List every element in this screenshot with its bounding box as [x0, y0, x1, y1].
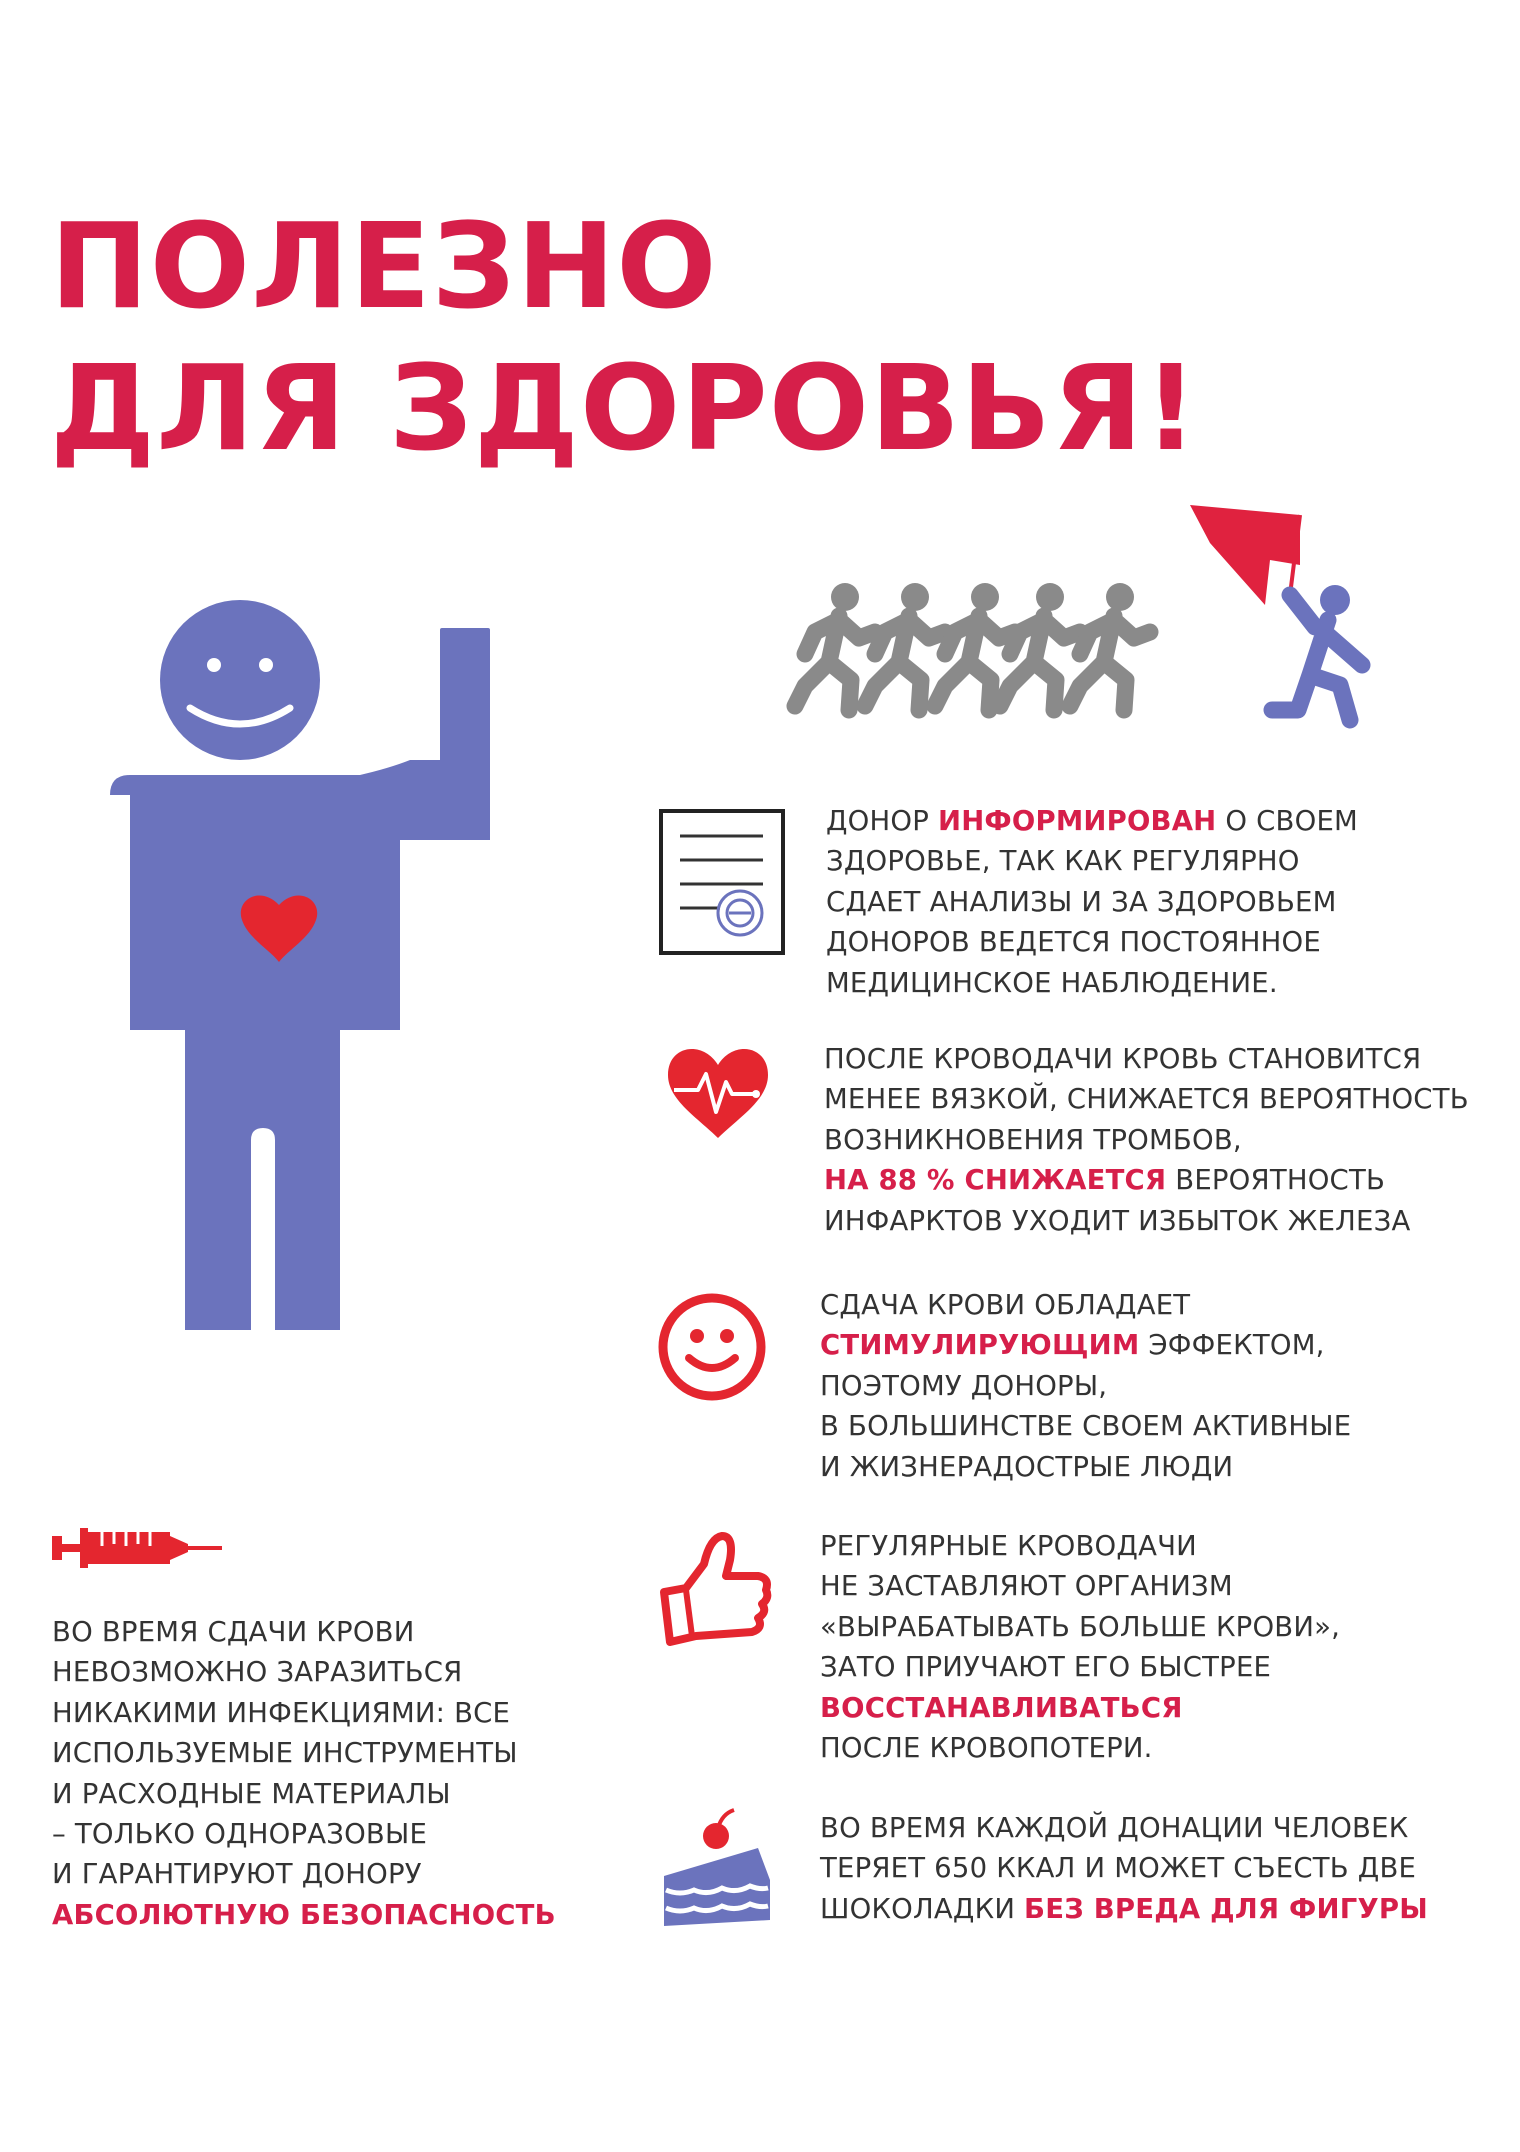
- fact-line: ПОЭТОМУ ДОНОРЫ,: [820, 1369, 1108, 1402]
- highlight-text: ВОССТАНАВЛИВАТЬСЯ: [820, 1691, 1183, 1724]
- fact-line: – ТОЛЬКО ОДНОРАЗОВЫЕ: [52, 1818, 428, 1851]
- fact-line: ДОНОР ИНФОРМИРОВАН О СВОЕМ: [826, 805, 1358, 837]
- fact-line: И ГАРАНТИРУЮТ ДОНОРУ: [52, 1858, 422, 1891]
- fact-line: СДАЕТ АНАЛИЗЫ И ЗА ЗДОРОВЬЕМ: [826, 885, 1337, 918]
- highlight-text: АБСОЛЮТНУЮ БЕЗОПАСНОСТЬ: [52, 1898, 556, 1931]
- fact-line: СТИМУЛИРУЮЩИМ ЭФФЕКТОМ,: [820, 1329, 1325, 1362]
- fact-line: МЕДИЦИНСКОЕ НАБЛЮДЕНИЕ.: [826, 966, 1278, 999]
- fact-line: ЗАТО ПРИУЧАЮТ ЕГО БЫСТРЕЕ: [820, 1651, 1272, 1684]
- fact-line: ПОСЛЕ КРОВОДАЧИ КРОВЬ СТАНОВИТСЯ: [824, 1043, 1422, 1075]
- fact-safety: [52, 1612, 556, 1935]
- fact-line: ВО ВРЕМЯ КАЖДОЙ ДОНАЦИИ ЧЕЛОВЕК: [820, 1812, 1409, 1844]
- fact-line: НЕ ЗАСТАВЛЯЮТ ОРГАНИЗМ: [820, 1570, 1233, 1603]
- fact-blood-viscosity: [824, 1039, 1469, 1241]
- title-line-2: ДЛЯ ЗДОРОВЬЯ!: [50, 339, 1199, 477]
- fact-line: [52, 1895, 556, 1935]
- title-line-1: ПОЛЕЗНО: [50, 197, 718, 335]
- heart-pulse-icon: [668, 1040, 768, 1140]
- fact-line: РЕГУЛЯРНЫЕ КРОВОДАЧИ: [820, 1530, 1197, 1562]
- fact-line: «ВЫРАБАТЫВАТЬ БОЛЬШЕ КРОВИ»,: [820, 1610, 1341, 1643]
- fact-line: ЗДОРОВЬЕ, ТАК КАК РЕГУЛЯРНО: [826, 845, 1300, 878]
- highlight-text: СТИМУЛИРУЮЩИМ: [820, 1329, 1140, 1362]
- fact-line: И РАСХОДНЫЕ МАТЕРИАЛЫ: [52, 1777, 451, 1810]
- fact-informed: [826, 801, 1358, 1003]
- fact-line: ПОСЛЕ КРОВОПОТЕРИ.: [820, 1732, 1153, 1765]
- fact-line: ИСПОЛЬЗУЕМЫЕ ИНСТРУМЕНТЫ: [52, 1737, 518, 1770]
- smiley-icon: [657, 1292, 767, 1402]
- fact-calories: [820, 1808, 1428, 1929]
- fact-line: ИНФАРКТОВ УХОДИТ ИЗБЫТОК ЖЕЛЕЗА: [824, 1204, 1411, 1237]
- fact-stimulating: [820, 1285, 1351, 1487]
- person-with-flag-icon: [1190, 505, 1385, 730]
- fact-line: НИКАКИМИ ИНФЕКЦИЯМИ: ВСЕ: [52, 1696, 511, 1729]
- syringe-icon: [52, 1522, 222, 1574]
- cake-slice-icon: [660, 1808, 778, 1933]
- smiling-person-with-heart-icon: [70, 600, 500, 1330]
- fact-line: НЕВОЗМОЖНО ЗАРАЗИТЬСЯ: [52, 1656, 463, 1689]
- fact-line: ВОЗНИКНОВЕНИЯ ТРОМБОВ,: [824, 1123, 1242, 1156]
- fact-line: В БОЛЬШИНСТВЕ СВОЕМ АКТИВНЫЕ: [820, 1410, 1352, 1443]
- fact-line: ВО ВРЕМЯ СДАЧИ КРОВИ: [52, 1616, 415, 1648]
- fact-line: МЕНЕЕ ВЯЗКОЙ, СНИЖАЕТСЯ ВЕРОЯТНОСТЬ: [824, 1083, 1469, 1116]
- page-title: [50, 195, 1199, 479]
- document-icon: [658, 808, 786, 956]
- fact-line: НА 88 % СНИЖАЕТСЯ ВЕРОЯТНОСТЬ: [824, 1164, 1386, 1197]
- fact-line: СДАЧА КРОВИ ОБЛАДАЕТ: [820, 1289, 1191, 1321]
- thumbs-up-icon: [656, 1530, 774, 1648]
- fact-line: ШОКОЛАДКИ БЕЗ ВРЕДА ДЛЯ ФИГУРЫ: [820, 1892, 1428, 1925]
- highlight-text: БЕЗ ВРЕДА ДЛЯ ФИГУРЫ: [1024, 1892, 1428, 1925]
- fact-line: И ЖИЗНЕРАДОСТРЫЕ ЛЮДИ: [820, 1450, 1234, 1483]
- fact-recovery: [820, 1526, 1340, 1768]
- fact-line: ТЕРЯЕТ 650 ККАЛ И МОЖЕТ СЪЕСТЬ ДВЕ: [820, 1852, 1417, 1885]
- highlight-text: ИНФОРМИРОВАН: [937, 805, 1217, 837]
- running-people-icon: [785, 580, 1205, 725]
- highlight-text: НА 88 % СНИЖАЕТСЯ: [824, 1164, 1167, 1197]
- fact-line: [820, 1688, 1340, 1728]
- fact-line: ДОНОРОВ ВЕДЕТСЯ ПОСТОЯННОЕ: [826, 926, 1321, 959]
